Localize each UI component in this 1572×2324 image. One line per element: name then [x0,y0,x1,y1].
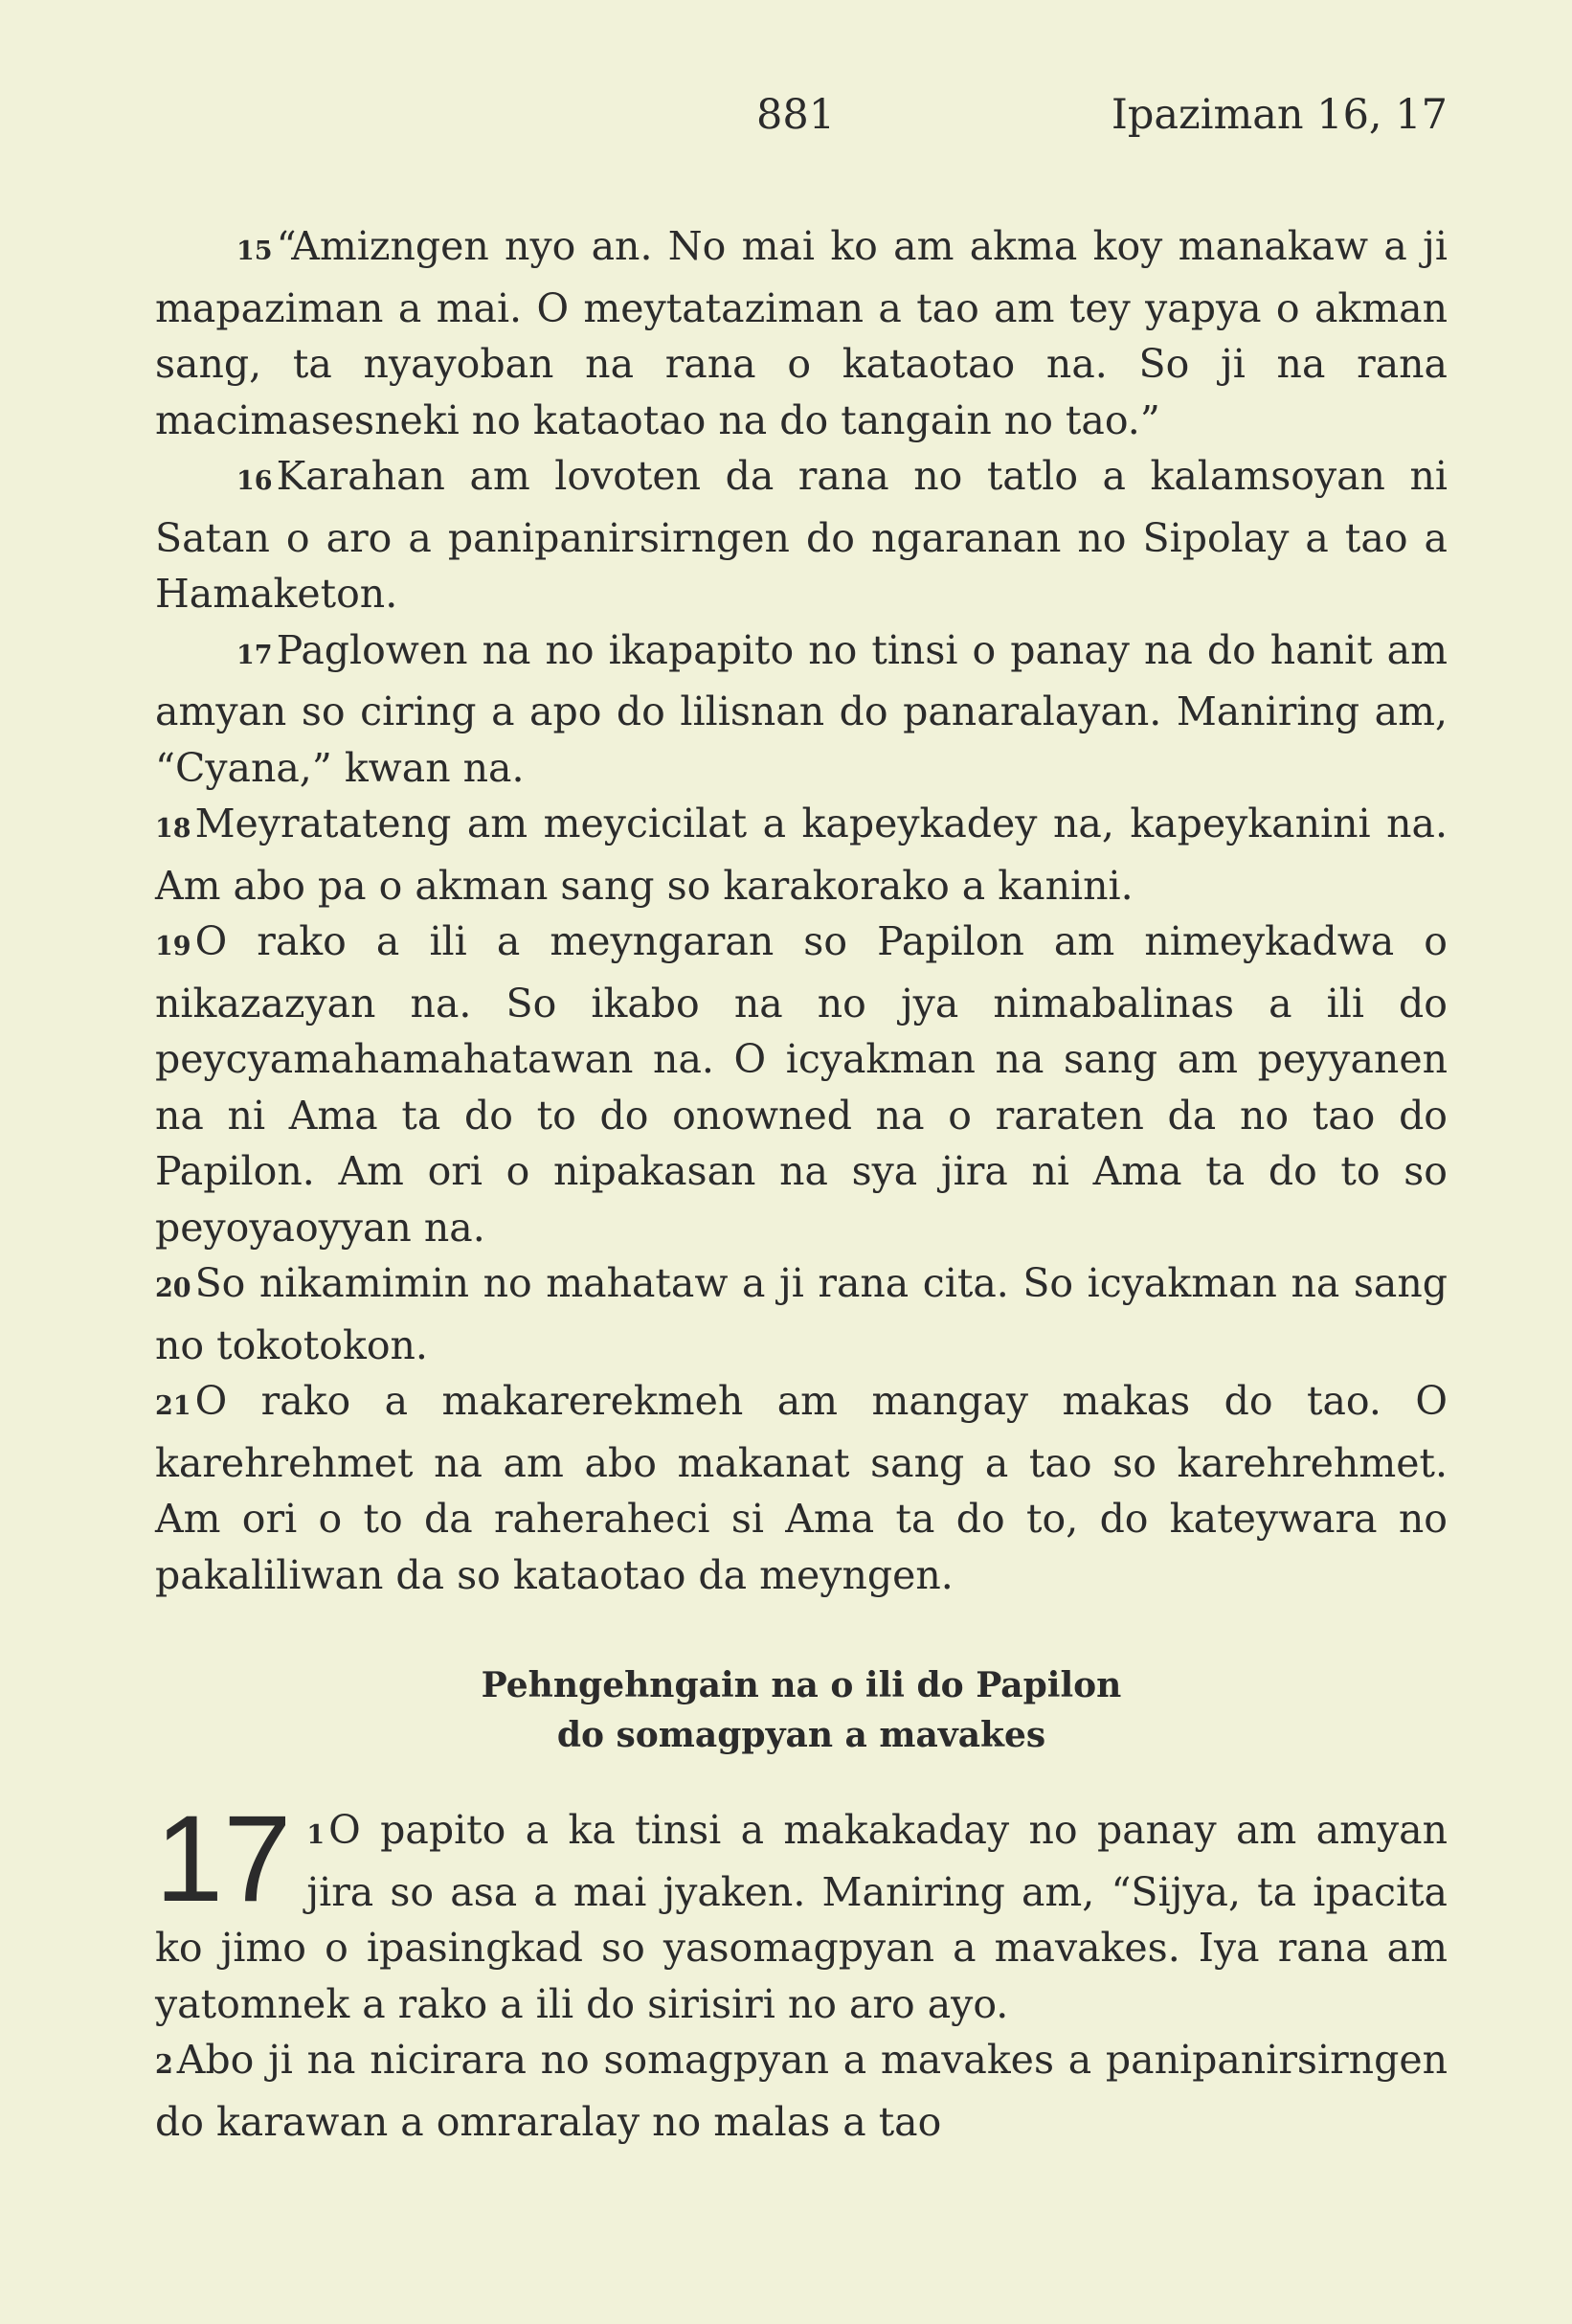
verse-text: O rako a ili a meyngaran so Papilon am nimeykadwa o nikazazyan na. So ikabo na no jya nimabalinas a ili do peycyamahamahatawan na. O icyakman na sang am peyyanen na ni Ama ta do to do onowned na o raraten da no tao do Papilon. Am ori o nipakasan na sya jira ni Ama ta do to so peyoyaoyyan na. [155,918,1448,1251]
section-heading [155,1660,1448,1760]
verse-17-1 [155,1791,1448,2032]
verse-text: O papito a ka tinsi a makakaday no panay am amyan jira so asa a mai jyaken. Maniring am, “Sijya, ta ipacita ko jimo o ipasingkad so yasomagpyan a mavakes. Iya rana am yatomnek a rako a ili do sirisiri no aro ayo. [155,1807,1448,2027]
verse-16-19 [155,914,1448,1255]
running-head: Ipaziman 16, 17 [1111,91,1448,139]
verse-text: Meyratateng am meycicilat a kapeykadey na, kapeykanini na. Am abo pa o akman sang so karakorako a kanini. [155,801,1448,909]
verse-number: 18 [155,814,191,844]
verse-number: 16 [236,466,273,496]
verse-text: Paglowen na no ikapapito no tinsi o panay na do hanit am amyan so ciring a apo do lilisnan do panaralayan. Maniring am, “Cyana,” kwan na. [155,626,1448,791]
verse-text: O rako a makarerekmeh am mangay makas do tao. O karehrehmet na am abo makanat sang a tao so karehrehmet. Am ori o to da raheraheci si Ama ta do to, do kateywara no pakaliliwan da so kataotao da meyngen. [155,1378,1448,1598]
verse-number: 1 [306,1820,326,1850]
verse-number: 21 [155,1391,191,1421]
verse-number: 15 [236,237,273,266]
chapter-number: 17 [155,1791,292,1928]
verse-number: 17 [236,640,273,670]
verse-16-18 [155,796,1448,914]
verse-16-21 [155,1373,1448,1603]
section-heading-line: do somagpyan a mavakes [556,1715,1046,1755]
verse-text: Abo ji na nicirara no somagpyan a mavakes a panipanirsirngen do karawan a omraralay no malas a tao [155,2037,1448,2145]
page-body [155,218,1448,2150]
verse-text: Karahan am lovoten da rana no tatlo a kalamsoyan ni Satan o aro a panipanirsirngen do ngaranan no Sipolay a tao a Hamaketon. [155,453,1448,617]
verse-number: 20 [155,1274,191,1303]
verse-16-20 [155,1255,1448,1373]
verse-number: 2 [155,2050,173,2080]
verse-16-15 [155,218,1448,448]
page-header [0,91,1572,148]
verse-16-17 [155,622,1448,797]
verse-text: “Amizngen nyo an. No mai ko am akma koy manakaw a ji mapaziman a mai. O meytataziman a tao am tey yapya o akman sang, ta nyayoban na rana o kataotao na. So ji na rana macimasesneki no kataotao na do tangain no tao.” [155,223,1448,443]
verse-text: So nikamimin no mahataw a ji rana cita. So icyakman na sang no tokotokon. [155,1260,1448,1368]
verse-16-16 [155,448,1448,622]
verse-17-2 [155,2032,1448,2150]
section-heading-line: Pehngehngain na o ili do Papilon [481,1665,1122,1705]
page-number: 881 [756,91,836,139]
verse-number: 19 [155,932,191,961]
